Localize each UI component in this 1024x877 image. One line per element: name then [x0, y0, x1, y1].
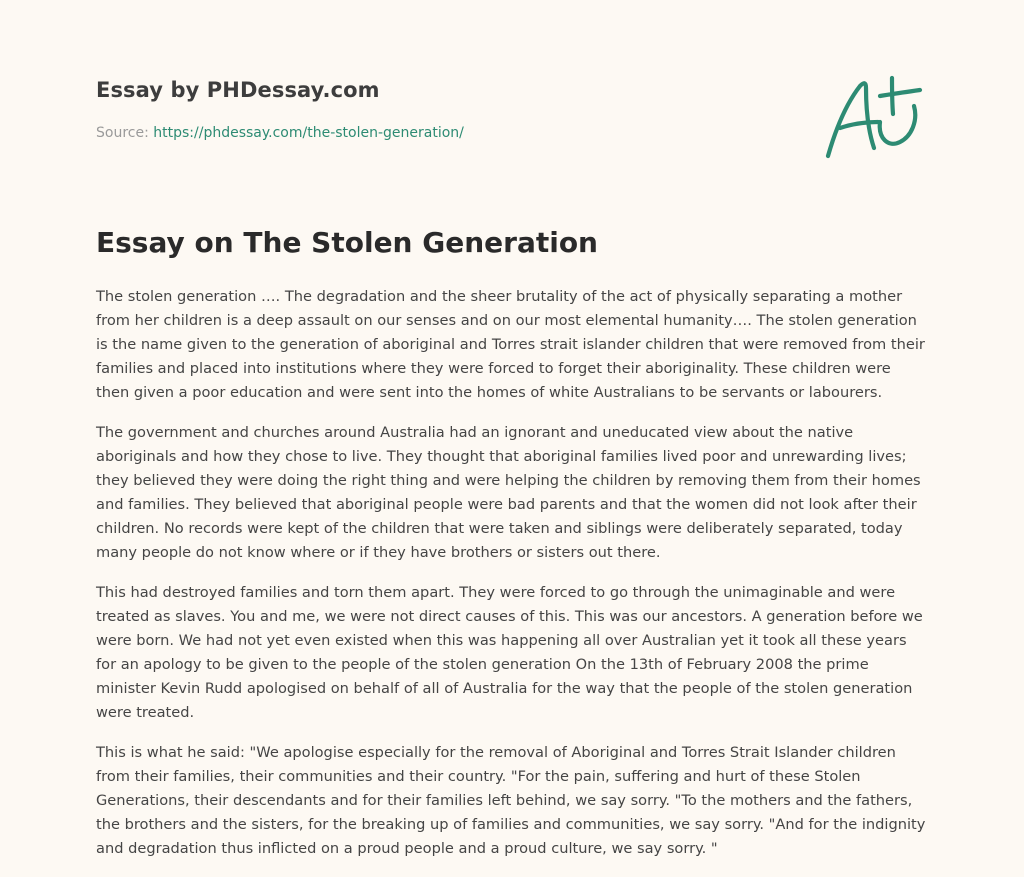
site-brand: Essay by PHDessay.com [96, 78, 380, 102]
a-plus-logo-icon [822, 68, 926, 164]
essay-body [96, 285, 928, 877]
site-header [96, 78, 928, 168]
essay-paragraph-2: The government and churches around Australia had an ignorant and uneducated view about the native aboriginals and how they chose to live. They thought that aboriginal families lived poor and unrewarding lives; they believed they were doing the right thing and were helping the children by removing them from their homes and families. They believed that aboriginal people were bad parents and that the women did not look after their children. No records were kept of the children that were taken and siblings were deliberately separated, today many people do not know where or if they have brothers or sisters out there. [96, 424, 921, 561]
essay-title: Essay on The Stolen Generation [96, 226, 598, 259]
source-link[interactable]: https://phdessay.com/the-stolen-generation/ [153, 125, 464, 141]
essay-paragraph-3: This had destroyed families and torn them apart. They were forced to go through the unimaginable and were treated as slaves. You and me, we were not direct causes of this. This was our ancestors. A generation before we were born. We had not yet even existed when this was happening all over Australian yet it took all these years for an apology to be given to the people of the stolen generation On the 13th of February 2008 the prime minister Kevin Rudd apologised on behalf of all of Australia for the way that the people of the stolen generation were treated. [96, 584, 923, 721]
source-label: Source: [96, 125, 154, 141]
source-line [96, 125, 464, 141]
essay-paragraph-4: This is what he said: "We apologise especially for the removal of Aboriginal and Torres Strait Islander children from their families, their communities and their country. "For the pain, suffering and hurt of these Stolen Generations, their descendants and for their families left behind, we say sorry. "To the mothers and the fathers, the brothers and the sisters, for the breaking up of families and communities, we say sorry. "And for the indignity and degradation thus inflicted on a proud people and a proud culture, we say sorry. " [96, 744, 926, 857]
essay-paragraph-1: The stolen generation …. The degradation and the sheer brutality of the act of physically separating a mother from her children is a deep assault on our senses and on our most elemental humanity…. The stolen generation is the name given to the generation of aboriginal and Torres strait islander children that were removed from their families and placed into institutions where they were forced to forget their aboriginality. These children were then given a poor education and were sent into the homes of white Australians to be servants or labourers. [96, 288, 925, 401]
